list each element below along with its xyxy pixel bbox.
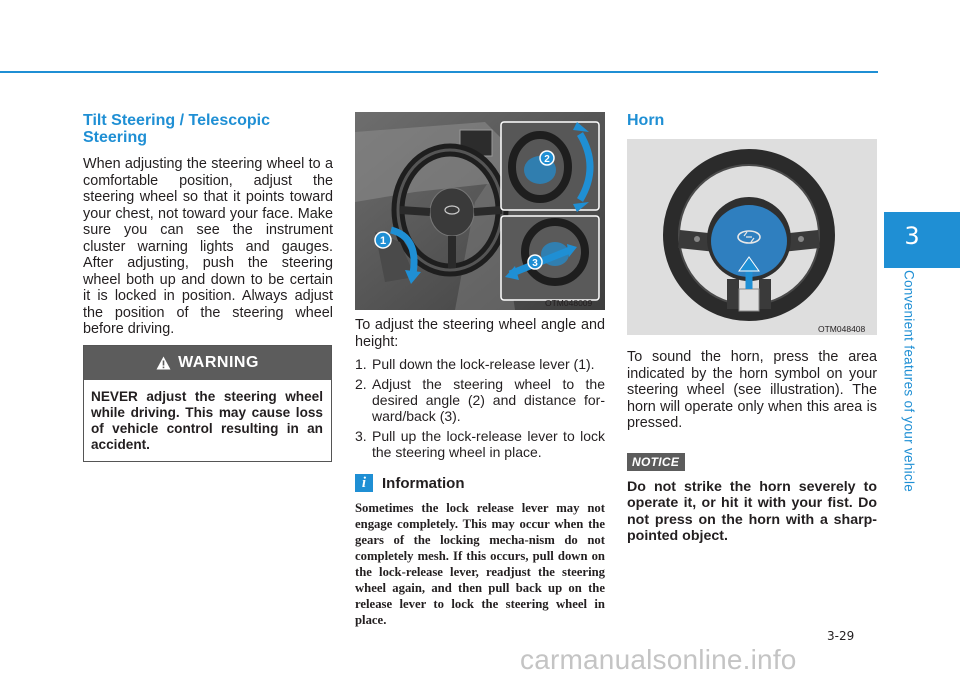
step-text: Adjust the steering wheel to the desired angle (2) and distance for-ward/back (3).: [372, 376, 605, 424]
adjust-instructions: [355, 317, 605, 628]
step-item: [355, 428, 605, 460]
chapter-tab: [884, 212, 960, 268]
chapter-title: Convenient features of your vehicle: [901, 269, 917, 493]
step-item: [355, 356, 605, 372]
information-header: [355, 474, 605, 492]
information-title: Information: [382, 474, 465, 492]
callout-1-label: 1: [379, 235, 387, 247]
callout-3-label: 3: [532, 258, 538, 269]
info-icon: i: [355, 474, 373, 492]
step-number: 3.: [355, 428, 367, 444]
steering-adjust-drawing: [355, 112, 605, 310]
step-number: 2.: [355, 376, 367, 392]
adjust-intro: To adjust the steering wheel angle and height:: [355, 317, 605, 350]
warning-box: [83, 345, 332, 462]
step-text: Pull up the lock-release lever to lock the steering wheel in place.: [372, 428, 605, 460]
figure2-caption: OTM048408: [818, 324, 866, 334]
horn-wheel-drawing: [627, 139, 877, 335]
notice-body: Do not strike the horn severely to operate it, or hit it with your fist. Do not press on the horn with a sharp-pointed object.: [627, 478, 877, 544]
adjust-steps: [355, 356, 605, 460]
horn-illustration: [627, 139, 877, 335]
warning-body: NEVER adjust the steering wheel while driving. This may cause loss of vehicle control resulting in an accident.: [91, 389, 323, 452]
figure1-caption: OTM048009: [545, 298, 593, 308]
horn-heading: Horn: [627, 112, 665, 129]
chapter-number: 3: [904, 222, 920, 250]
callout-2-label: 2: [544, 154, 550, 165]
chapter-title-vertical: [898, 266, 920, 496]
warning-header: [84, 346, 331, 380]
tilt-steering-body: When adjusting the steering wheel to a comfortable position, adjust the steering wheel so that it points toward your chest, not toward your face. Make sure you can see the instrument cluster warning lights and gauges. After adjusting, push the steering wheel both up and down to be certain it is locked in position. Always adjust the position of the steering wheel before driving.: [83, 156, 333, 337]
horn-text: [627, 349, 877, 545]
horn-body: To sound the horn, press the area indicated by the horn symbol on your steering wheel (see illustration). The horn will operate only when this area is pressed.: [627, 349, 877, 431]
page-number: 3-29: [827, 629, 855, 643]
tilt-steering-section: [83, 112, 333, 338]
step-item: [355, 376, 605, 424]
step-number: 1.: [355, 356, 367, 372]
step-text: Pull down the lock-release lever (1).: [372, 356, 595, 372]
horn-section: [627, 112, 877, 129]
watermark: carmanualsonline.info: [520, 644, 797, 675]
warning-triangle-icon: [156, 356, 171, 370]
tilt-steering-heading: Tilt Steering / Telescopic Steering: [83, 112, 271, 146]
information-body: Sometimes the lock release lever may not engage completely. This may occur when the gears of the locking mecha-nism do not completely mesh. If this occurs, pull down on the lock-release lever, readjust the steering wheel again, and then pull back up on the release lever to lock the steering wheel in place.: [355, 501, 605, 627]
notice-badge: NOTICE: [627, 453, 685, 471]
warning-title: WARNING: [178, 354, 259, 371]
notice-label-wrap: [627, 453, 877, 471]
steering-adjust-illustration: [355, 112, 605, 310]
top-rule: [0, 71, 878, 73]
